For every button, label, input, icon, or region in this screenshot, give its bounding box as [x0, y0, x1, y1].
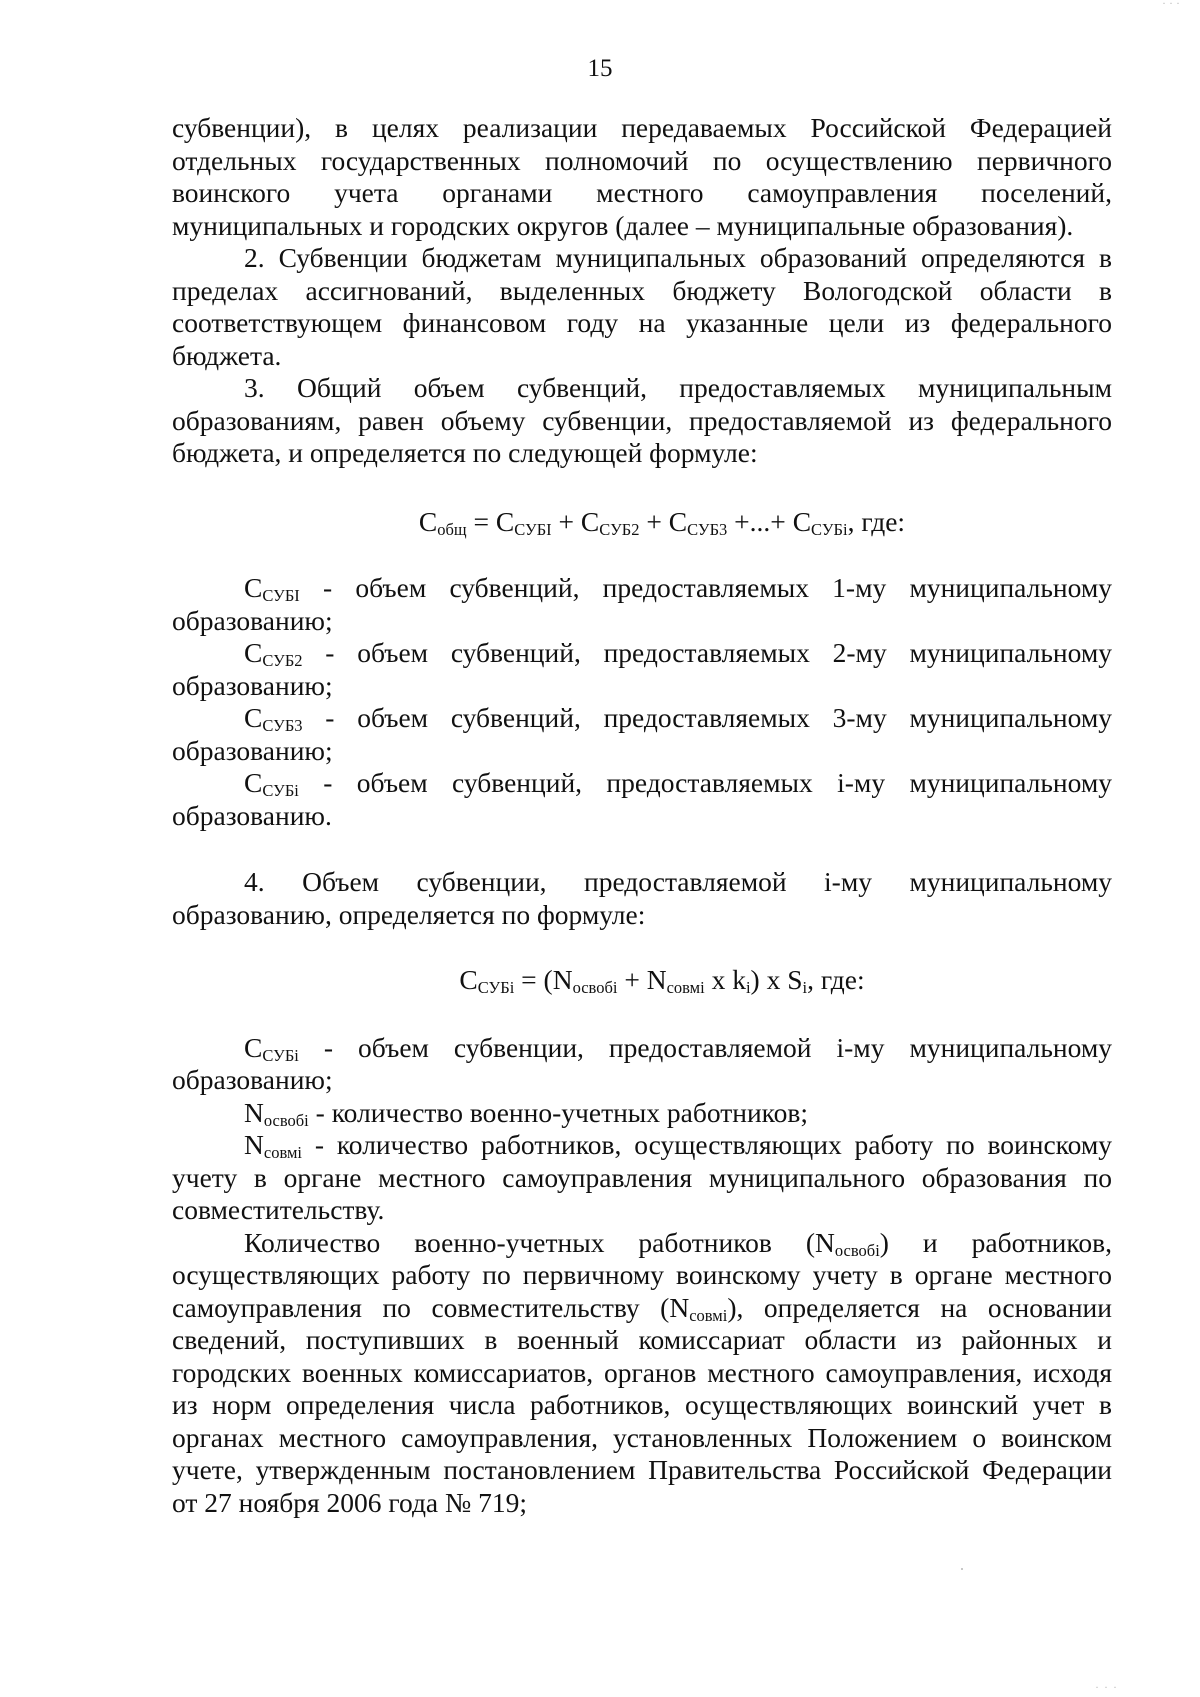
definition-csubi-2: $С_{СУБi}$ - объем субвенции, предоставляемой i-му муниципальному образованию; [172, 1031, 1112, 1095]
paragraph-4: 4. Объем субвенции, предоставляемой i-му муниципальному образованию, определяется по формуле: [172, 866, 1112, 930]
definition-nosvob: $N_{освобi}$ - количество военно-учетных работников; [244, 1096, 809, 1130]
spacer [172, 832, 1112, 866]
definition-csub1: $С_{СУБI}$ - объем субвенций, предоставляемых 1-му муниципальному образованию; [172, 572, 1112, 636]
document-body [172, 112, 1112, 1519]
scan-dot [961, 1568, 963, 1570]
definition-csub3: $С_{СУБ3}$ - объем субвенций, предоставляемых 3-му муниципальному образованию; [172, 702, 1112, 766]
formula-municipal-subvention: $С_{СУБi} = (N_{освобi} + N_{совмi}$ x $k_i$) x $S_i$, где: [459, 964, 865, 997]
formula-total-subvention: $С_{общ} = С_{СУБI} + С_{СУБ2} + С_{СУБ3}$ +...+ $С_{СУБi}$, где: [418, 505, 906, 539]
paragraph-2: 2. Субвенции бюджетам муниципальных образований определяются в пределах ассигнований, выделенных бюджету Вологодской области в соответствующем финансовом году на указанные цели из федерального бюджета. [172, 242, 1112, 371]
paragraph-1: субвенции), в целях реализации передаваемых Российской Федерацией отдельных государственных полномочий по осуществлению первичного воинского учета органами местного самоуправления поселений, муниципальных и городских округов (далее – муниципальные образования). [172, 112, 1112, 241]
scan-mark-top: · · · [1162, 0, 1180, 10]
scan-mark-bottom: · · · [1095, 1680, 1118, 1694]
definition-nsovm: $N_{совмi}$ - количество работников, осуществляющих работу по воинскому учету в органе местного самоуправления муниципального образования по совместительству. [172, 1129, 1112, 1225]
paragraph-3: 3. Общий объем субвенций, предоставляемых муниципальным образованиям, равен объему субвенции, предоставляемой из федерального бюджета, и определяется по следующей формуле: [172, 372, 1112, 468]
definition-csub2: $С_{СУБ2}$ - объем субвенций, предоставляемых 2-му муниципальному образованию; [172, 637, 1112, 701]
definition-csubi: $С_{СУБi}$ - объем субвенций, предоставляемых i-му муниципальному образованию. [172, 767, 1112, 831]
paragraph-5: Количество военно-учетных работников $(N_{освобi})$ и работников, осуществляющих работу по первичному воинскому учету в органе местного самоуправления по совместительству $(N_{совмi})$, определяется на основании сведений, поступивших в военный комиссариат области из районных и городских военных комиссариатов, органов местного самоуправления, исходя из норм определения числа работников, осуществляющих воинский учет в органах местного самоуправления, установленных Положением о воинском учете, утвержденным постановлением Правительства Российской Федерации от 27 ноября 2006 года № 719; [172, 1226, 1112, 1518]
page-number: 15 [587, 55, 613, 82]
